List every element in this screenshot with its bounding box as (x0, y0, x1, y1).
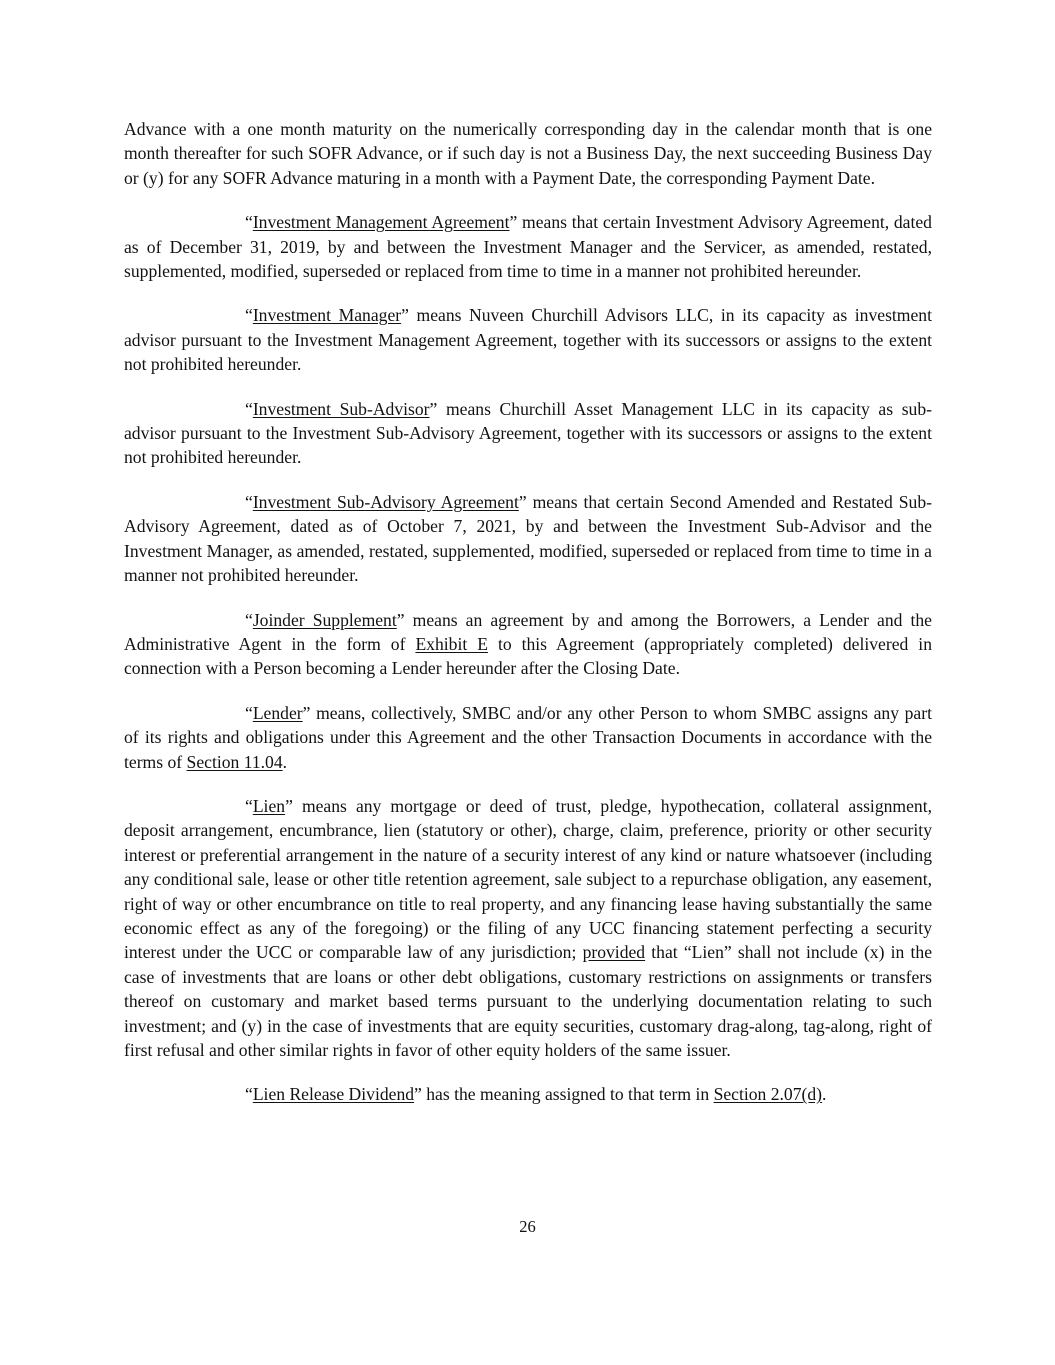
paragraph (124, 117, 932, 190)
text-run: ” means any mortgage or deed of trust, pledge, hypothecation, collateral assignment, deposit arrangement, encumbrance, lien (statutory or other), charge, claim, preference, priority or other security interest or preferential arrangement in the nature of a security interest of any kind or nature whatsoever (including any conditional sale, lease or other title retention agreement, sale subject to a repurchase obligation, any easement, right of way or other encumbrance on title to real property, and any financing lease having substantially the same economic effect as any of the foregoing) or the filing of any UCC financing statement perfecting a security interest under the UCC or comparable law of any jurisdiction; (124, 795, 932, 963)
text-run: “ (245, 1084, 253, 1105)
paragraph (124, 608, 932, 681)
defined-term: Lien (252, 795, 286, 816)
defined-term: provided (582, 942, 646, 963)
paragraph (124, 794, 932, 1062)
defined-term: Section 2.07(d) (713, 1084, 823, 1105)
text-run: “ (245, 212, 253, 233)
defined-term: Lien Release Dividend (252, 1084, 415, 1105)
defined-term: Exhibit E (415, 633, 488, 654)
text-run: “ (245, 491, 253, 512)
paragraph (124, 1082, 932, 1106)
text-run: ” means an agreement by and among the Borrowers, a Lender and the Administrative Agent in the form of (124, 609, 932, 654)
text-run: “ (245, 795, 253, 816)
text-run: ” means that certain Investment Advisory Agreement, dated as of December 31, 2019, by and between the Investment Manager and the Servicer, as amended, restated, supplemented, modified, superseded or replaced from time to time in a manner not prohibited hereunder. (124, 212, 932, 282)
defined-term: Investment Management Agreement (252, 212, 510, 233)
defined-term: Joinder Supplement (252, 609, 397, 630)
text-run: to this Agreement (appropriately completed) delivered in connection with a Person becoming a Lender hereunder after the Closing Date. (124, 633, 932, 679)
text-run: ” means, collectively, SMBC and/or any other Person to whom SMBC assigns any part of its rights and obligations under this Agreement and the other Transaction Documents in accordance with the terms of (124, 702, 932, 772)
paragraph (124, 303, 932, 376)
text-run: “ (245, 609, 253, 630)
text-run: ” means that certain Second Amended and Restated Sub-Advisory Agreement, dated as of October 7, 2021, by and between the Investment Sub-Advisor and the Investment Manager, as amended, restated, supplemented, modified, superseded or replaced from time to time in a manner not prohibited hereunder. (124, 491, 932, 586)
text-run: ” means Churchill Asset Management LLC in its capacity as sub-advisor pursuant to the Investment Sub-Advisory Agreement, together with its successors or assigns to the extent not prohibited hereunder. (124, 398, 932, 468)
page-number: 26 (519, 1217, 536, 1236)
text-run: Advance with a one month maturity on the numerically corresponding day in the calendar month that is one month thereafter for such SOFR Advance, or if such day is not a Business Day, the next succeeding Business Day or (y) for any SOFR Advance maturing in a month with a Payment Date, the corresponding Payment Date. (124, 119, 932, 188)
defined-term: Section 11.04 (186, 751, 283, 772)
defined-term: Lender (252, 702, 303, 723)
paragraph (124, 397, 932, 470)
text-run: ” has the meaning assigned to that term in (414, 1084, 714, 1105)
paragraph (124, 701, 932, 774)
defined-term: Investment Sub-Advisor (252, 398, 430, 419)
paragraph (124, 210, 932, 283)
text-run: “ (245, 398, 253, 419)
paragraph (124, 490, 932, 588)
text-run: ” means Nuveen Churchill Advisors LLC, in its capacity as investment advisor pursuant to the Investment Management Agreement, together with its successors or assigns to the extent not prohibited hereunder. (124, 305, 932, 375)
document-body (124, 117, 932, 1127)
defined-term: Investment Sub-Advisory Agreement (252, 491, 519, 512)
text-run: that “Lien” shall not include (x) in the case of investments that are loans or other debt obligations, customary restrictions on assignments or transfers thereof on customary and market based terms pursuant to the underlying documentation relating to such investment; and (y) in the case of investments that are equity securities, customary drag-along, tag-along, right of first refusal and other similar rights in favor of other equity holders of the same issuer. (124, 942, 933, 1060)
text-run: . (822, 1084, 827, 1105)
defined-term: Investment Manager (252, 305, 402, 326)
text-run: “ (245, 702, 253, 723)
text-run: . (282, 751, 288, 772)
text-run: “ (245, 305, 253, 326)
